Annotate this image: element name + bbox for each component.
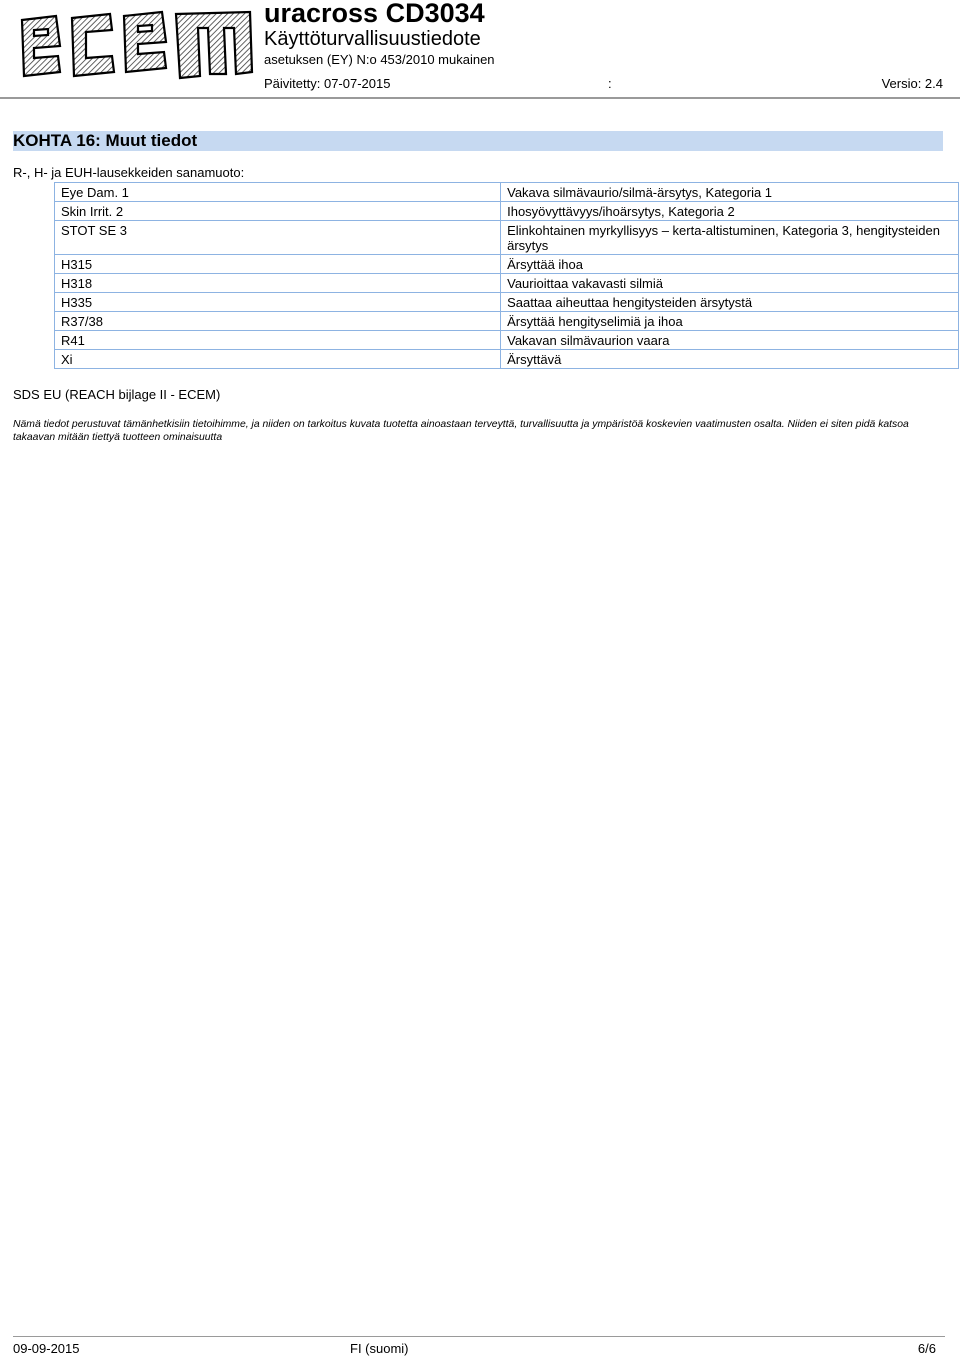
phrase-text: Vaurioittaa vakavasti silmiä [501, 274, 959, 293]
phrase-text: Ihosyövyttävyys/ihoärsytys, Kategoria 2 [501, 202, 959, 221]
document-type: Käyttöturvallisuustiedote [264, 28, 481, 50]
phrase-code: H315 [55, 255, 501, 274]
phrase-text: Ärsyttää hengityselimiä ja ihoa [501, 312, 959, 331]
table-row [55, 293, 959, 312]
phrase-text: Elinkohtainen myrkyllisyys – kerta-altistuminen, Kategoria 3, hengitysteiden ärsytys [501, 221, 959, 255]
disclaimer-text: Nämä tiedot perustuvat tämänhetkisiin tietoihimme, ja niiden on tarkoitus kuvata tuotetta ainoastaan terveyttä, turvallisuutta ja ympäristöä koskevien vaatimusten osalta. Niiden ei siten pidä katsoa takaavan mitään tiettyä tuotteen ominaisuutta [13, 419, 909, 443]
phrase-text: Vakava silmävaurio/silmä-ärsytys, Kategoria 1 [501, 183, 959, 202]
phrase-text: Saattaa aiheuttaa hengitysteiden ärsytystä [501, 293, 959, 312]
version-number: Versio: 2.4 [881, 76, 943, 91]
table-row [55, 255, 959, 274]
product-name: uracross CD3034 [264, 0, 485, 28]
phrase-text: Ärsyttävä [501, 350, 959, 369]
table-row [55, 331, 959, 350]
revision-info [264, 76, 943, 94]
phrase-text: Vakavan silmävaurion vaara [501, 331, 959, 350]
phrase-code: Eye Dam. 1 [55, 183, 501, 202]
phrase-code: H318 [55, 274, 501, 293]
print-date: 09-09-2015 [13, 1341, 80, 1356]
table-row [55, 312, 959, 331]
table-row [55, 202, 959, 221]
footer-divider [13, 1336, 945, 1337]
phrase-text: Ärsyttää ihoa [501, 255, 959, 274]
header-divider [0, 97, 960, 99]
page-number: 6/6 [917, 1341, 936, 1356]
section-heading: KOHTA 16: Muut tiedot [13, 131, 943, 151]
phrase-code: H335 [55, 293, 501, 312]
table-row [55, 274, 959, 293]
meta-separator: : [608, 76, 612, 91]
phrases-intro: R-, H- ja EUH-lausekkeiden sanamuoto: [13, 165, 245, 180]
phrase-code: R37/38 [55, 312, 501, 331]
phrase-code: Xi [55, 350, 501, 369]
ecem-logo [14, 6, 254, 82]
phrase-code: R41 [55, 331, 501, 350]
table-row [55, 350, 959, 369]
document-language: FI (suomi) [350, 1341, 409, 1356]
phrase-code: STOT SE 3 [55, 221, 501, 255]
regulation-reference: asetuksen (EY) N:o 453/2010 mukainen [264, 52, 495, 67]
table-row [55, 221, 959, 255]
table-row [55, 183, 959, 202]
phrase-code: Skin Irrit. 2 [55, 202, 501, 221]
phrases-table [54, 182, 959, 369]
sds-reference: SDS EU (REACH bijlage II - ECEM) [13, 387, 221, 402]
updated-date: Päivitetty: 07-07-2015 [264, 76, 391, 91]
